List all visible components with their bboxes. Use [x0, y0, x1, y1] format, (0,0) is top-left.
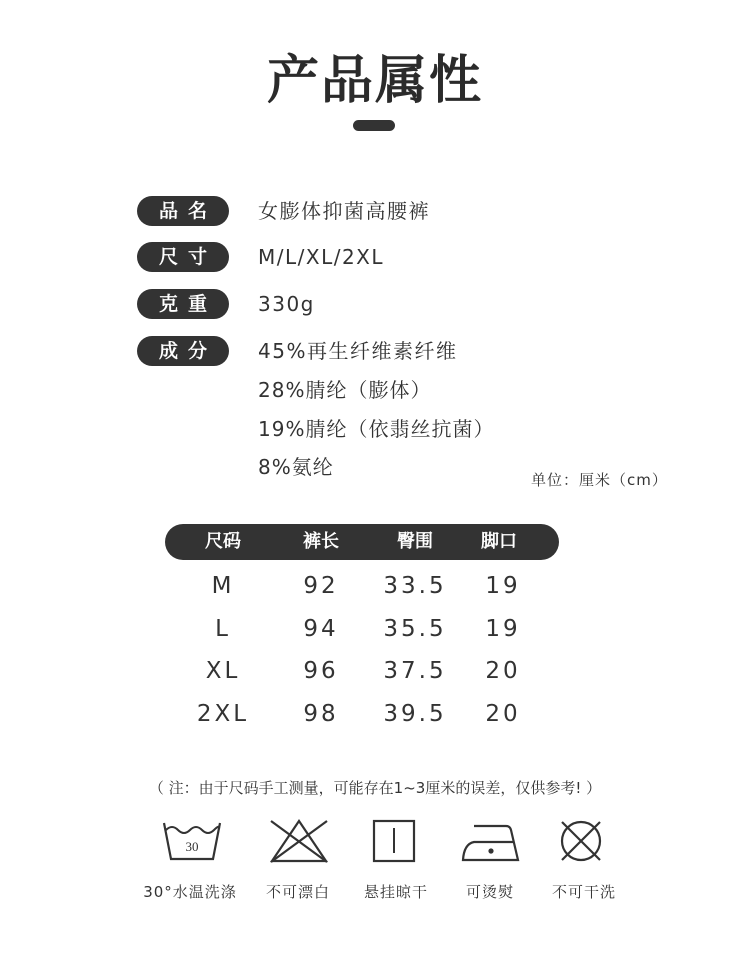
attribute-value: 45%再生纤维素纤维: [258, 339, 458, 363]
wash-temperature: 30: [185, 839, 199, 854]
unit-note: 单位：厘米（cm）: [531, 471, 668, 489]
size-table-header: [165, 524, 559, 560]
no-bleach-icon: [268, 818, 330, 864]
attribute-label: 克重: [137, 289, 229, 319]
attribute-label: 成分: [137, 336, 229, 366]
page-title: 产品属性: [266, 51, 483, 111]
table-cell: XL: [205, 658, 241, 684]
table-cell: 19: [485, 616, 521, 642]
attribute-value: 330g: [258, 292, 315, 316]
column-header: 尺码: [205, 531, 241, 552]
composition-line: 19%腈纶（依翡丝抗菌）: [258, 417, 495, 441]
care-label: 悬挂晾干: [363, 883, 428, 901]
title-underline: [353, 120, 395, 131]
attribute-value: M/L/XL/2XL: [258, 245, 385, 269]
hang-dry-icon: [363, 818, 425, 864]
care-label: 不可漂白: [265, 883, 330, 901]
table-row: [0, 697, 750, 731]
attribute-label: 尺寸: [137, 242, 229, 272]
care-label: 不可干洗: [551, 883, 616, 901]
column-header: 裤长: [303, 531, 339, 552]
wash-30-icon: [161, 818, 223, 864]
table-cell: 33.5: [383, 573, 447, 599]
table-cell: M: [211, 573, 235, 599]
composition-line: 8%氨纶: [258, 455, 334, 479]
table-cell: 98: [303, 701, 339, 727]
iron-low-icon: [460, 818, 522, 864]
table-cell: 35.5: [383, 616, 447, 642]
care-label: 30°水温洗涤: [143, 883, 237, 901]
table-cell: 2XL: [196, 701, 250, 727]
table-cell: 92: [303, 573, 339, 599]
table-cell: 94: [303, 616, 339, 642]
measurement-note: （ 注：由于尺码手工测量，可能存在1~3厘米的误差，仅供参考! ）: [148, 779, 602, 797]
table-row: [0, 569, 750, 603]
table-cell: 37.5: [383, 658, 447, 684]
table-row: [0, 612, 750, 646]
table-cell: 20: [485, 701, 521, 727]
table-cell: 39.5: [383, 701, 447, 727]
column-header: 臀围: [397, 531, 433, 552]
composition-line: 28%腈纶（膨体）: [258, 378, 432, 402]
table-cell: 20: [485, 658, 521, 684]
table-cell: 19: [485, 573, 521, 599]
attribute-label: 品名: [137, 196, 229, 226]
table-cell: 96: [303, 658, 339, 684]
no-tumble-dry-icon: [550, 818, 612, 864]
care-label: 可烫熨: [465, 883, 514, 901]
column-header: 脚口: [481, 531, 517, 552]
attribute-value: 女膨体抑菌高腰裤: [258, 199, 430, 223]
table-cell: L: [215, 616, 231, 642]
table-row: [0, 654, 750, 688]
